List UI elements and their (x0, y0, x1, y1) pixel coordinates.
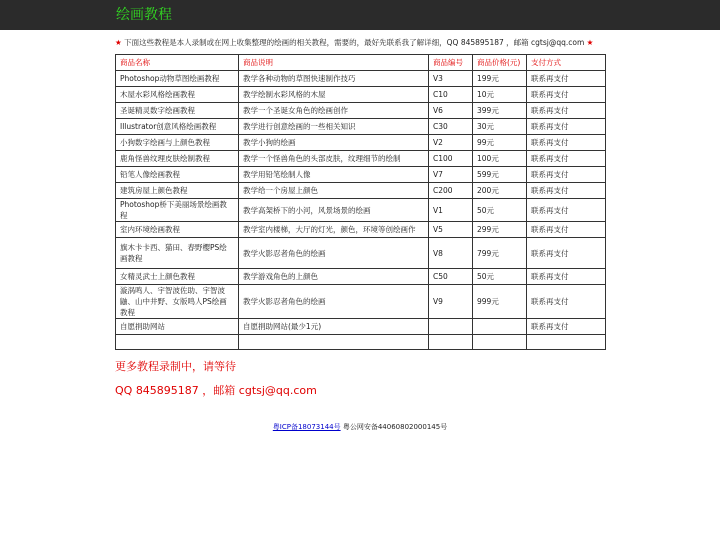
notice-text: 下面这些教程是本人录制或在网上收集整理的绘画的相关教程，需要的，最好先联系我了解详细，QQ 845895187 ，邮箱 cgtsj@qq.com (124, 38, 585, 47)
cell-description: 教学火影忍者角色的绘画 (239, 238, 429, 269)
cell-name: 小狗数字绘画与上颜色教程 (116, 135, 239, 151)
cell-name: 自愿捐助网站 (116, 319, 239, 335)
cell-description: 教学高架桥下的小河，风景场景的绘画 (239, 199, 429, 222)
footer (0, 422, 720, 432)
cell-description: 教学用铅笔绘制人像 (239, 167, 429, 183)
cell-price: 999元 (473, 285, 527, 319)
cell-description: 自愿捐助网站(最少1元) (239, 319, 429, 335)
icp-link[interactable]: 粤ICP备18073144号 (272, 423, 341, 431)
cell-payment: 联系再支付 (527, 167, 606, 183)
cell-description: 教学游戏角色的上颜色 (239, 269, 429, 285)
cell-description: 教学小狗的绘画 (239, 135, 429, 151)
table-row (116, 319, 606, 335)
header-name: 商品名称 (116, 55, 239, 71)
cell-name: Illustrator创意风格绘画教程 (116, 119, 239, 135)
top-bar (0, 0, 720, 30)
table-row (116, 269, 606, 285)
table-row (116, 285, 606, 319)
header-description: 商品说明 (239, 55, 429, 71)
cell-payment: 联系再支付 (527, 71, 606, 87)
cell-payment: 联系再支付 (527, 119, 606, 135)
cell-name: 铅笔人像绘画教程 (116, 167, 239, 183)
cell-description (239, 335, 429, 350)
cell-name (116, 335, 239, 350)
cell-price: 799元 (473, 238, 527, 269)
cell-payment: 联系再支付 (527, 238, 606, 269)
cell-price: 100元 (473, 151, 527, 167)
cell-payment: 联系再支付 (527, 151, 606, 167)
cell-payment: 联系再支付 (527, 199, 606, 222)
table-row (116, 222, 606, 238)
cell-code: V7 (429, 167, 473, 183)
cell-code: V2 (429, 135, 473, 151)
table-row (116, 119, 606, 135)
cell-code: C200 (429, 183, 473, 199)
police-record: 粤公网安备44060802000145号 (342, 423, 448, 431)
cell-description: 教学各种动物的草图快速制作技巧 (239, 71, 429, 87)
cell-code: V9 (429, 285, 473, 319)
cell-description: 教学一个怪兽角色的头部皮肤，纹理细节的绘制 (239, 151, 429, 167)
cell-price: 30元 (473, 119, 527, 135)
contact-text: QQ 845895187 ，邮箱 cgtsj@qq.com (115, 384, 317, 397)
cell-price: 99元 (473, 135, 527, 151)
cell-payment: 联系再支付 (527, 285, 606, 319)
cell-description: 教学火影忍者角色的绘画 (239, 285, 429, 319)
header-code: 商品编号 (429, 55, 473, 71)
cell-price: 199元 (473, 71, 527, 87)
cell-code: V3 (429, 71, 473, 87)
cell-name: 女精灵武士上颜色教程 (116, 269, 239, 285)
cell-name: Photoshop桥下美丽场景绘画教程 (116, 199, 239, 222)
cell-description: 教学进行创意绘画的一些相关知识 (239, 119, 429, 135)
header-price: 商品价格(元) (473, 55, 527, 71)
cell-name: 圣诞精灵数字绘画教程 (116, 103, 239, 119)
table-row (116, 183, 606, 199)
star-icon: ★ (115, 38, 122, 47)
cell-code: V5 (429, 222, 473, 238)
cell-price: 200元 (473, 183, 527, 199)
cell-payment: 联系再支付 (527, 319, 606, 335)
cell-code: C50 (429, 269, 473, 285)
cell-payment: 联系再支付 (527, 222, 606, 238)
cell-price: 399元 (473, 103, 527, 119)
cell-price: 599元 (473, 167, 527, 183)
more-coming-text: 更多教程录制中，请等待 (115, 360, 236, 373)
cell-payment: 联系再支付 (527, 103, 606, 119)
cell-name: 鹿角怪兽纹理皮肤绘制教程 (116, 151, 239, 167)
table-row (116, 335, 606, 350)
cell-name: Photoshop动物草图绘画教程 (116, 71, 239, 87)
table-row (116, 103, 606, 119)
cell-payment: 联系再支付 (527, 135, 606, 151)
cell-price (473, 319, 527, 335)
table-row (116, 135, 606, 151)
cell-name: 木屋水彩风格绘画教程 (116, 87, 239, 103)
table-row (116, 238, 606, 269)
cell-payment: 联系再支付 (527, 87, 606, 103)
cell-price (473, 335, 527, 350)
cell-name: 漩涡鸣人、宇智波佐助、宇智波鼬、山中井野、女版鸣人PS绘画教程 (116, 285, 239, 319)
cell-name: 室内环境绘画教程 (116, 222, 239, 238)
cell-price: 50元 (473, 199, 527, 222)
cell-description: 教学给一个房屋上颜色 (239, 183, 429, 199)
cell-code: V6 (429, 103, 473, 119)
table-row (116, 71, 606, 87)
table-row (116, 151, 606, 167)
table-row (116, 199, 606, 222)
table-row (116, 87, 606, 103)
site-title[interactable]: 绘画教程 (116, 7, 172, 23)
table-row (116, 167, 606, 183)
cell-payment: 联系再支付 (527, 269, 606, 285)
cell-description: 教学室内楼梯，大厅的灯光，颜色，环境等创绘画作 (239, 222, 429, 238)
notice (115, 37, 606, 49)
cell-price: 50元 (473, 269, 527, 285)
cell-code: C30 (429, 119, 473, 135)
main-content (115, 30, 606, 398)
star-icon: ★ (586, 38, 594, 47)
cell-code: V8 (429, 238, 473, 269)
cell-price: 10元 (473, 87, 527, 103)
cell-code (429, 319, 473, 335)
tutorial-table (115, 54, 606, 350)
cell-payment: 联系再支付 (527, 183, 606, 199)
cell-name: 旗木卡卡西、猫田、春野樱PS绘画教程 (116, 238, 239, 269)
cell-description: 教学一个圣诞女角色的绘画创作 (239, 103, 429, 119)
cell-payment (527, 335, 606, 350)
table-header-row (116, 55, 606, 71)
header-payment: 支付方式 (527, 55, 606, 71)
cell-code: V1 (429, 199, 473, 222)
cell-code: C100 (429, 151, 473, 167)
cell-price: 299元 (473, 222, 527, 238)
cell-name: 建筑房屋上颜色教程 (116, 183, 239, 199)
cell-code (429, 335, 473, 350)
cell-code: C10 (429, 87, 473, 103)
cell-description: 教学绘制水彩风格的木屋 (239, 87, 429, 103)
